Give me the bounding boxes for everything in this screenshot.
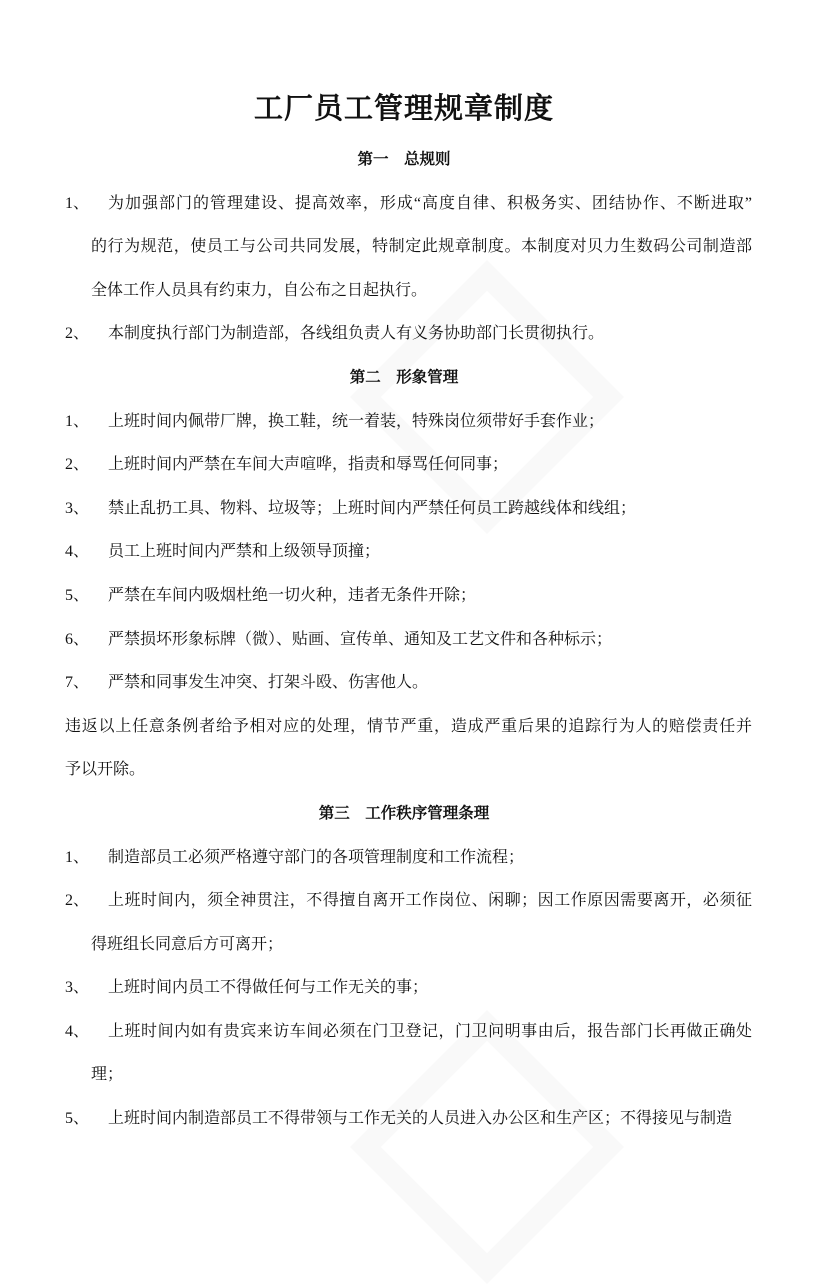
section-heading: 第三 工作秩序管理条理	[318, 804, 490, 822]
section-2	[0, 356, 830, 792]
item-number: 1、	[65, 412, 90, 430]
item-number: 2、	[65, 892, 90, 910]
list-item	[0, 966, 830, 1010]
item-text: 上班时间内如有贵宾来访车间必须在门卫登记，门卫问明事由后，报告部门长再做正确处	[108, 1022, 752, 1040]
item-number: 5、	[65, 586, 90, 604]
item-number: 3、	[65, 499, 90, 517]
item-number: 3、	[65, 979, 90, 997]
item-text-continued: 理；	[91, 1066, 124, 1084]
list-item	[0, 1010, 830, 1097]
list-item	[0, 661, 830, 705]
note-text: 予以开除。	[65, 761, 146, 779]
item-line	[0, 574, 830, 618]
item-text: 上班时间内，须全神贯注，不得擅自离开工作岗位、闲聊；因工作原因需要离开，必须征	[108, 892, 752, 910]
item-text: 制造部员工必须严格遵守部门的各项管理制度和工作流程；	[108, 848, 525, 866]
item-number: 4、	[65, 1022, 90, 1040]
section-heading: 第二 形象管理	[349, 368, 459, 386]
item-text: 严禁和同事发生冲突、打架斗殴、伤害他人。	[108, 674, 429, 692]
item-number: 2、	[65, 325, 90, 343]
item-text: 上班时间内员工不得做任何与工作无关的事；	[108, 979, 429, 997]
item-line	[0, 443, 830, 487]
item-text: 本制度执行部门为制造部，各线组负责人有义务协助部门长贯彻执行。	[108, 325, 605, 343]
item-line	[0, 1053, 830, 1097]
item-text: 上班时间内严禁在车间大声喧哗，指责和辱骂任何同事；	[108, 456, 509, 474]
section-3	[0, 792, 830, 1141]
item-number: 2、	[65, 456, 90, 474]
section-note	[0, 705, 830, 792]
item-number: 1、	[65, 848, 90, 866]
document-body	[0, 138, 830, 1141]
list-item	[0, 1097, 830, 1141]
document-title: 工厂员工管理规章制度	[253, 93, 554, 125]
item-text: 严禁损坏形象标牌（微）、贴画、宣传单、通知及工艺文件和各种标示；	[108, 630, 613, 648]
item-number: 4、	[65, 543, 90, 561]
section-heading: 第一 总规则	[357, 151, 451, 168]
item-text: 上班时间内佩带厂牌，换工鞋，统一着装，特殊岗位须带好手套作业；	[108, 412, 605, 430]
item-text: 禁止乱扔工具、物料、垃圾等；上班时间内严禁任何员工跨越线体和线组；	[108, 499, 637, 517]
item-text: 为加强部门的管理建设、提高效率，形成“高度自律、积极务实、团结协作、不断进取”	[108, 194, 752, 212]
item-line	[0, 312, 830, 356]
item-number: 1、	[65, 194, 90, 212]
item-line	[0, 966, 830, 1010]
note-text: 违返以上任意条例者给予相对应的处理，情节严重，造成严重后果的追踪行为人的赔偿责任并	[65, 717, 752, 735]
list-item	[0, 443, 830, 487]
item-line	[0, 269, 830, 313]
list-item	[0, 400, 830, 444]
item-line	[0, 661, 830, 705]
item-text: 员工上班时间内严禁和上级领导顶撞；	[108, 543, 381, 561]
section-1	[0, 138, 830, 356]
item-line	[0, 879, 830, 923]
item-line	[0, 400, 830, 444]
item-line	[0, 1010, 830, 1054]
note-line	[0, 705, 830, 749]
item-line	[0, 487, 830, 531]
list-item	[0, 312, 830, 356]
list-item	[0, 182, 830, 313]
item-text: 严禁在车间内吸烟杜绝一切火种，违者无条件开除；	[108, 586, 477, 604]
item-number: 7、	[65, 674, 90, 692]
item-line	[0, 530, 830, 574]
item-text: 上班时间内制造部员工不得带领与工作无关的人员进入办公区和生产区；不得接见与制造	[108, 1110, 733, 1128]
item-line	[0, 618, 830, 662]
list-item	[0, 618, 830, 662]
item-line	[0, 1097, 830, 1141]
item-line	[0, 225, 830, 269]
item-text-continued: 的行为规范，使员工与公司共同发展，特制定此规章制度。本制度对贝力生数码公司制造部	[91, 238, 752, 256]
item-line	[0, 182, 830, 226]
item-number: 6、	[65, 630, 90, 648]
note-line	[0, 748, 830, 792]
list-item	[0, 487, 830, 531]
item-line	[0, 836, 830, 880]
item-number: 5、	[65, 1110, 90, 1128]
list-item	[0, 879, 830, 966]
list-item	[0, 836, 830, 880]
list-item	[0, 530, 830, 574]
item-line	[0, 923, 830, 967]
list-item	[0, 574, 830, 618]
item-text-continued: 全体工作人员具有约束力，自公布之日起执行。	[91, 281, 428, 299]
item-text-continued: 得班组长同意后方可离开；	[91, 935, 284, 953]
